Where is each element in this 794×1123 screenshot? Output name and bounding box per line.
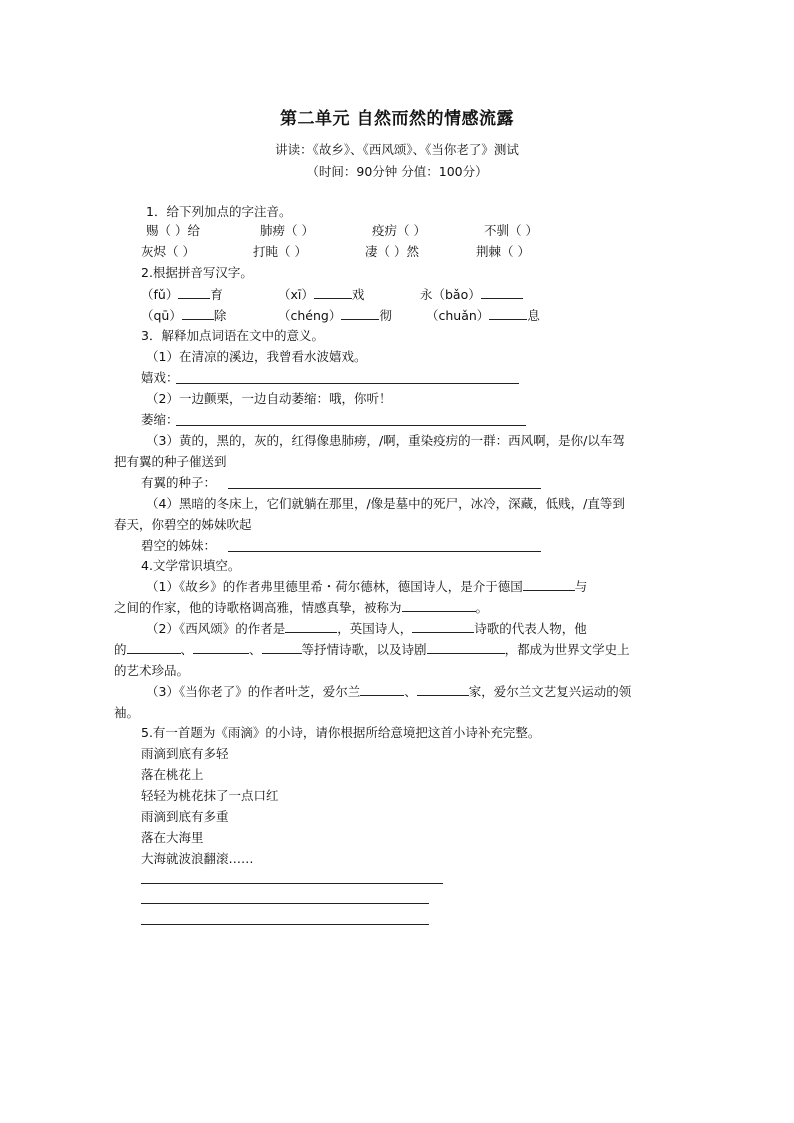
pinyin: （qū） xyxy=(141,308,182,323)
char: 息 xyxy=(527,308,540,323)
answer-blank[interactable] xyxy=(314,286,352,299)
char: 彻 xyxy=(379,308,392,323)
answer-blank[interactable] xyxy=(178,286,210,299)
answer-blank[interactable] xyxy=(285,620,337,633)
text: 之间的作家，他的诗歌格调高雅，情感真挚，被称为 xyxy=(114,600,402,615)
answer-blank[interactable] xyxy=(523,578,575,591)
pinyin: （chuǎn） xyxy=(426,308,490,323)
page-title: 第二单元 自然而然的情感流露 xyxy=(280,109,514,129)
poem-line: 大海就波浪翻滚…… xyxy=(141,851,254,866)
answer-blank[interactable] xyxy=(182,307,214,320)
answer-line[interactable] xyxy=(228,488,541,489)
text: 诗歌的代表人物，他 xyxy=(474,621,587,636)
answer-line[interactable] xyxy=(228,551,541,552)
q1-row1-item: 不驯（ ） xyxy=(484,223,538,238)
text: 等抒情诗歌，以及诗剧 xyxy=(301,642,427,657)
q2-item xyxy=(141,307,226,325)
char: 戏 xyxy=(351,287,365,302)
answer-blank[interactable] xyxy=(360,683,404,696)
q2-item xyxy=(420,286,523,304)
subtitle: 讲读：《故乡》、《西风颂》、《当你老了》测试 xyxy=(275,142,519,157)
answer-blank[interactable] xyxy=(127,641,181,654)
q1-row2-item: 凄（ ）然 xyxy=(365,244,419,259)
q5-stem: 5.有一首题为《雨滴》的小诗，请你根据所给意境把这首小诗补充完整。 xyxy=(141,725,541,740)
pinyin: （xī） xyxy=(278,287,314,302)
q4-part2-line3: 的艺术珍品。 xyxy=(114,663,190,678)
q4-part3-line2: 袖。 xyxy=(114,705,140,720)
answer-blank[interactable] xyxy=(489,307,527,320)
q1-row2-item: 打盹（ ） xyxy=(253,244,307,259)
q3-sentence-4b: 春天，你碧空的姊妹吹起 xyxy=(114,517,252,532)
text: 、 xyxy=(404,684,417,699)
text: 与 xyxy=(574,579,588,594)
answer-blank[interactable] xyxy=(193,641,249,654)
q1-row2-item: 灰烬（ ） xyxy=(141,244,195,259)
answer-line[interactable] xyxy=(141,903,429,904)
q3-stem: 3．解释加点词语在文中的意义。 xyxy=(141,328,324,343)
poem-line: 雨滴到底有多轻 xyxy=(141,746,229,761)
text: ，都成为世界文学史上 xyxy=(504,642,630,657)
pinyin: （fǔ） xyxy=(141,287,179,302)
q3-label-1: 嬉戏： xyxy=(141,370,179,385)
answer-blank[interactable] xyxy=(412,620,474,633)
answer-blank[interactable] xyxy=(341,307,379,320)
q3-sentence-1: （1）在清凉的溪边，我曾看水波嬉戏。 xyxy=(146,349,367,364)
text: （3）《当你老了》的作者叶芝，爱尔兰 xyxy=(146,684,361,699)
text: 。 xyxy=(475,600,489,615)
q4-part3-line1 xyxy=(146,683,631,701)
q3-label-3: 有翼的种子： xyxy=(141,475,217,490)
q2-stem: 2.根据拼音写汉字。 xyxy=(141,265,253,280)
q3-sentence-3b: 把有翼的种子催送到 xyxy=(114,454,227,469)
answer-blank[interactable] xyxy=(481,286,523,299)
q1-row2-item: 荆棘（ ） xyxy=(476,244,530,259)
text: 的 xyxy=(114,642,127,657)
answer-blank[interactable] xyxy=(262,641,302,654)
answer-line[interactable] xyxy=(176,383,519,384)
q4-part1-line1 xyxy=(146,578,587,596)
text: （1）《故乡》的作者弗里德里希・荷尔德林，德国诗人，是介于德国 xyxy=(146,579,523,594)
poem-line: 雨滴到底有多重 xyxy=(141,809,229,824)
poem-line: 落在大海里 xyxy=(141,830,204,845)
poem-line: 轻轻为桃花抹了一点口红 xyxy=(141,788,279,803)
q2-item xyxy=(278,307,392,325)
q2-item xyxy=(278,286,364,304)
q4-stem: 4.文学常识填空。 xyxy=(141,558,241,573)
q3-sentence-4a: （4）黑暗的冬床上，它们就躺在那里，/像是墓中的死尸，冰冷，深藏，低贱，/直等到 xyxy=(146,496,625,511)
q3-sentence-2: （2）一边颤栗，一边自动萎缩：哦，你听！ xyxy=(146,391,392,406)
text: （2）《西风颂》的作者是 xyxy=(146,621,286,636)
q1-row1-item: 肺痨（ ） xyxy=(260,223,314,238)
q1-stem: 1．给下列加点的字注音。 xyxy=(146,204,292,219)
char: 除 xyxy=(213,308,227,323)
q4-part2-line2 xyxy=(114,641,630,659)
answer-blank[interactable] xyxy=(417,683,469,696)
q1-row1-item: 赐（ ）给 xyxy=(146,223,200,238)
answer-blank[interactable] xyxy=(427,641,505,654)
text: 、 xyxy=(180,642,194,657)
q3-label-2: 萎缩： xyxy=(141,412,179,427)
poem-line: 落在桃花上 xyxy=(141,767,204,782)
time-score-line: （时间：90分钟 分值：100分） xyxy=(306,164,488,179)
q4-part1-line2 xyxy=(114,599,488,617)
pinyin: 永（bǎo） xyxy=(420,287,481,302)
text: ，英国诗人， xyxy=(337,621,413,636)
char: 育 xyxy=(210,287,223,302)
q1-row1-item: 疫疠（ ） xyxy=(372,223,426,238)
answer-line[interactable] xyxy=(141,883,443,884)
text: 家，爱尔兰文艺复兴运动的领 xyxy=(468,684,632,699)
q2-item xyxy=(426,307,540,325)
answer-blank[interactable] xyxy=(402,599,476,612)
text: 、 xyxy=(249,642,262,657)
answer-line[interactable] xyxy=(176,425,526,426)
pinyin: （chéng） xyxy=(278,308,342,323)
answer-line[interactable] xyxy=(141,924,429,925)
q3-sentence-3a: （3）黄的，黑的，灰的，红得像患肺痨，/啊，重染疫疠的一群：西风啊，是你/以车驾 xyxy=(146,433,625,448)
q3-label-4: 碧空的姊妹： xyxy=(141,538,217,553)
q4-part2-line1 xyxy=(146,620,587,638)
q2-item xyxy=(141,286,223,304)
